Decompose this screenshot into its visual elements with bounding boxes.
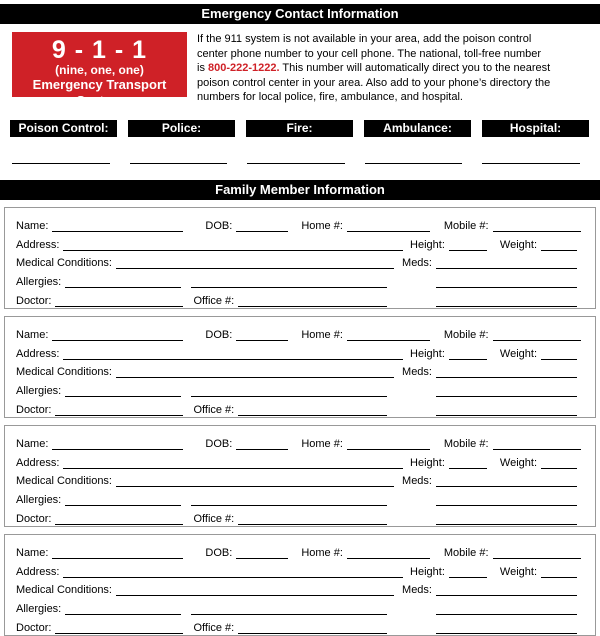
home-phone-line xyxy=(347,558,430,559)
address-line xyxy=(63,250,403,251)
office-phone-line xyxy=(238,415,387,416)
medical-conditions-line xyxy=(116,486,394,487)
weight-line xyxy=(541,468,577,469)
contact-label-ambulance: Ambulance: xyxy=(364,120,471,137)
contact-label-poison-control: Poison Control: xyxy=(10,120,117,137)
height-line xyxy=(449,359,487,360)
home-phone-label: Home #: xyxy=(301,219,343,232)
home-phone-line xyxy=(347,340,430,341)
office-phone-line xyxy=(238,306,387,307)
weight-line xyxy=(541,359,577,360)
family-section-title: Family Member Information xyxy=(0,180,600,200)
doctor-label: Doctor: xyxy=(16,403,52,416)
weight-label: Weight: xyxy=(499,456,537,469)
meds-line xyxy=(436,595,577,596)
home-phone-line xyxy=(347,231,430,232)
intro-line: If the 911 system is not available in your area, add the poison control xyxy=(197,33,532,45)
doctor-label: Doctor: xyxy=(16,512,52,525)
allergies-row xyxy=(16,487,585,506)
weight-label: Weight: xyxy=(499,238,537,251)
mobile-phone-line xyxy=(493,449,581,450)
meds-label: Meds: xyxy=(402,584,432,597)
height-label: Height: xyxy=(410,347,445,360)
office-phone-label: Office #: xyxy=(193,512,235,525)
height-line xyxy=(449,468,487,469)
allergies-line xyxy=(65,614,181,615)
address-row xyxy=(16,450,585,469)
allergies-label: Allergies: xyxy=(16,385,62,398)
meds-extra-line xyxy=(436,614,577,615)
page-title: Emergency Contact Information xyxy=(0,4,600,24)
allergies-row xyxy=(16,378,585,397)
poison-control-instructions xyxy=(197,32,550,105)
allergies-extra-line xyxy=(191,396,387,397)
911-box xyxy=(12,32,187,108)
meds-extra-line-2 xyxy=(436,633,577,634)
911-number: 9 - 1 - 1 xyxy=(51,36,148,64)
doctor-row xyxy=(16,615,585,634)
contact-blank-line-police xyxy=(130,150,228,164)
mobile-phone-line xyxy=(493,231,581,232)
allergies-label: Allergies: xyxy=(16,603,62,616)
name-row xyxy=(16,540,585,559)
allergies-extra-line xyxy=(191,287,387,288)
dob-line xyxy=(236,231,288,232)
allergies-row xyxy=(16,269,585,288)
meds-extra-line-2 xyxy=(436,415,577,416)
medical-conditions-label: Medical Conditions: xyxy=(16,366,112,379)
contact-blank-line-hospital xyxy=(482,150,580,164)
weight-line xyxy=(541,577,577,578)
doctor-row xyxy=(16,288,585,307)
dob-line xyxy=(236,449,288,450)
weight-line xyxy=(541,250,577,251)
address-row xyxy=(16,341,585,360)
intro-line: is 800-222-1222. This number will automatically direct you to the nearest xyxy=(197,62,551,75)
contact-blank-line-fire xyxy=(247,150,345,164)
dob-line xyxy=(236,558,288,559)
contact-label-hospital: Hospital: xyxy=(482,120,589,137)
dob-label: DOB: xyxy=(205,437,233,450)
medical-conditions-label: Medical Conditions: xyxy=(16,257,112,270)
medical-conditions-row xyxy=(16,360,585,379)
contact-blank-lines-row xyxy=(12,150,600,164)
meds-extra-line xyxy=(436,505,577,506)
emergency-info-section xyxy=(12,32,592,108)
meds-extra-line xyxy=(436,287,577,288)
doctor-line xyxy=(55,524,183,525)
medical-conditions-line xyxy=(116,595,394,596)
mobile-phone-label: Mobile #: xyxy=(443,546,489,559)
name-row xyxy=(16,322,585,341)
doctor-row xyxy=(16,506,585,525)
address-row xyxy=(16,559,585,578)
allergies-extra-line xyxy=(191,614,387,615)
name-row xyxy=(16,431,585,450)
allergies-label: Allergies: xyxy=(16,494,62,507)
medical-conditions-label: Medical Conditions: xyxy=(16,475,112,488)
height-line xyxy=(449,250,487,251)
doctor-label: Doctor: xyxy=(16,621,52,634)
allergies-label: Allergies: xyxy=(16,276,62,289)
address-label: Address: xyxy=(16,347,60,360)
height-line xyxy=(449,577,487,578)
medical-conditions-label: Medical Conditions: xyxy=(16,584,112,597)
address-line xyxy=(63,468,403,469)
family-member-block xyxy=(4,534,596,636)
dob-label: DOB: xyxy=(205,219,233,232)
doctor-line xyxy=(55,633,183,634)
office-phone-label: Office #: xyxy=(193,294,235,307)
weight-label: Weight: xyxy=(499,347,537,360)
allergies-line xyxy=(65,396,181,397)
name-line xyxy=(52,449,183,450)
name-line xyxy=(52,340,183,341)
weight-label: Weight: xyxy=(499,565,537,578)
intro-line: center phone number to your cell phone. The national, toll-free number xyxy=(197,47,542,60)
dob-label: DOB: xyxy=(205,328,233,341)
meds-extra-line-2 xyxy=(436,524,577,525)
meds-label: Meds: xyxy=(402,475,432,488)
home-phone-label: Home #: xyxy=(301,437,343,450)
height-label: Height: xyxy=(410,565,445,578)
intro-line: numbers for local police, fire, ambulance, and hospital. xyxy=(197,91,463,104)
doctor-row xyxy=(16,397,585,416)
dob-label: DOB: xyxy=(205,546,233,559)
family-member-blocks xyxy=(0,207,600,636)
home-phone-label: Home #: xyxy=(301,328,343,341)
address-label: Address: xyxy=(16,565,60,578)
family-member-block xyxy=(4,207,596,309)
meds-line xyxy=(436,268,577,269)
mobile-phone-label: Mobile #: xyxy=(443,219,489,232)
office-phone-line xyxy=(238,633,387,634)
contact-blank-line-poison-control xyxy=(12,150,110,164)
height-label: Height: xyxy=(410,238,445,251)
doctor-line xyxy=(55,415,183,416)
doctor-line xyxy=(55,306,183,307)
allergies-line xyxy=(65,505,181,506)
office-phone-line xyxy=(238,524,387,525)
911-caption: Emergency Transport System xyxy=(32,77,167,108)
home-phone-label: Home #: xyxy=(301,546,343,559)
mobile-phone-line xyxy=(493,340,581,341)
address-line xyxy=(63,577,403,578)
meds-extra-line-2 xyxy=(436,306,577,307)
meds-line xyxy=(436,377,577,378)
address-row xyxy=(16,232,585,251)
meds-line xyxy=(436,486,577,487)
name-label: Name: xyxy=(16,219,49,232)
mobile-phone-label: Mobile #: xyxy=(443,437,489,450)
allergies-row xyxy=(16,596,585,615)
medical-conditions-row xyxy=(16,578,585,597)
home-phone-line xyxy=(347,449,430,450)
medical-conditions-line xyxy=(116,377,394,378)
meds-label: Meds: xyxy=(402,257,432,270)
name-row xyxy=(16,213,585,232)
family-member-block xyxy=(4,425,596,527)
allergies-extra-line xyxy=(191,505,387,506)
address-line xyxy=(63,359,403,360)
medical-conditions-line xyxy=(116,268,394,269)
contact-blank-line-ambulance xyxy=(365,150,463,164)
height-label: Height: xyxy=(410,456,445,469)
contact-label-fire: Fire: xyxy=(246,120,353,137)
name-label: Name: xyxy=(16,546,49,559)
name-label: Name: xyxy=(16,437,49,450)
family-member-block xyxy=(4,316,596,418)
name-label: Name: xyxy=(16,328,49,341)
medical-conditions-row xyxy=(16,251,585,270)
intro-line: poison control center in your area. Also add to your phone’s directory the xyxy=(197,76,551,89)
name-line xyxy=(52,231,183,232)
poison-control-phone-number: 800-222-1222. xyxy=(208,62,280,75)
doctor-label: Doctor: xyxy=(16,294,52,307)
contact-labels-row xyxy=(10,120,600,137)
medical-conditions-row xyxy=(16,469,585,488)
contact-label-police: Police: xyxy=(128,120,235,137)
office-phone-label: Office #: xyxy=(193,621,235,634)
meds-extra-line xyxy=(436,396,577,397)
office-phone-label: Office #: xyxy=(193,403,235,416)
mobile-phone-label: Mobile #: xyxy=(443,328,489,341)
mobile-phone-line xyxy=(493,558,581,559)
address-label: Address: xyxy=(16,238,60,251)
meds-label: Meds: xyxy=(402,366,432,379)
dob-line xyxy=(236,340,288,341)
911-subtitle: (nine, one, one) xyxy=(55,63,144,77)
name-line xyxy=(52,558,183,559)
allergies-line xyxy=(65,287,181,288)
address-label: Address: xyxy=(16,456,60,469)
